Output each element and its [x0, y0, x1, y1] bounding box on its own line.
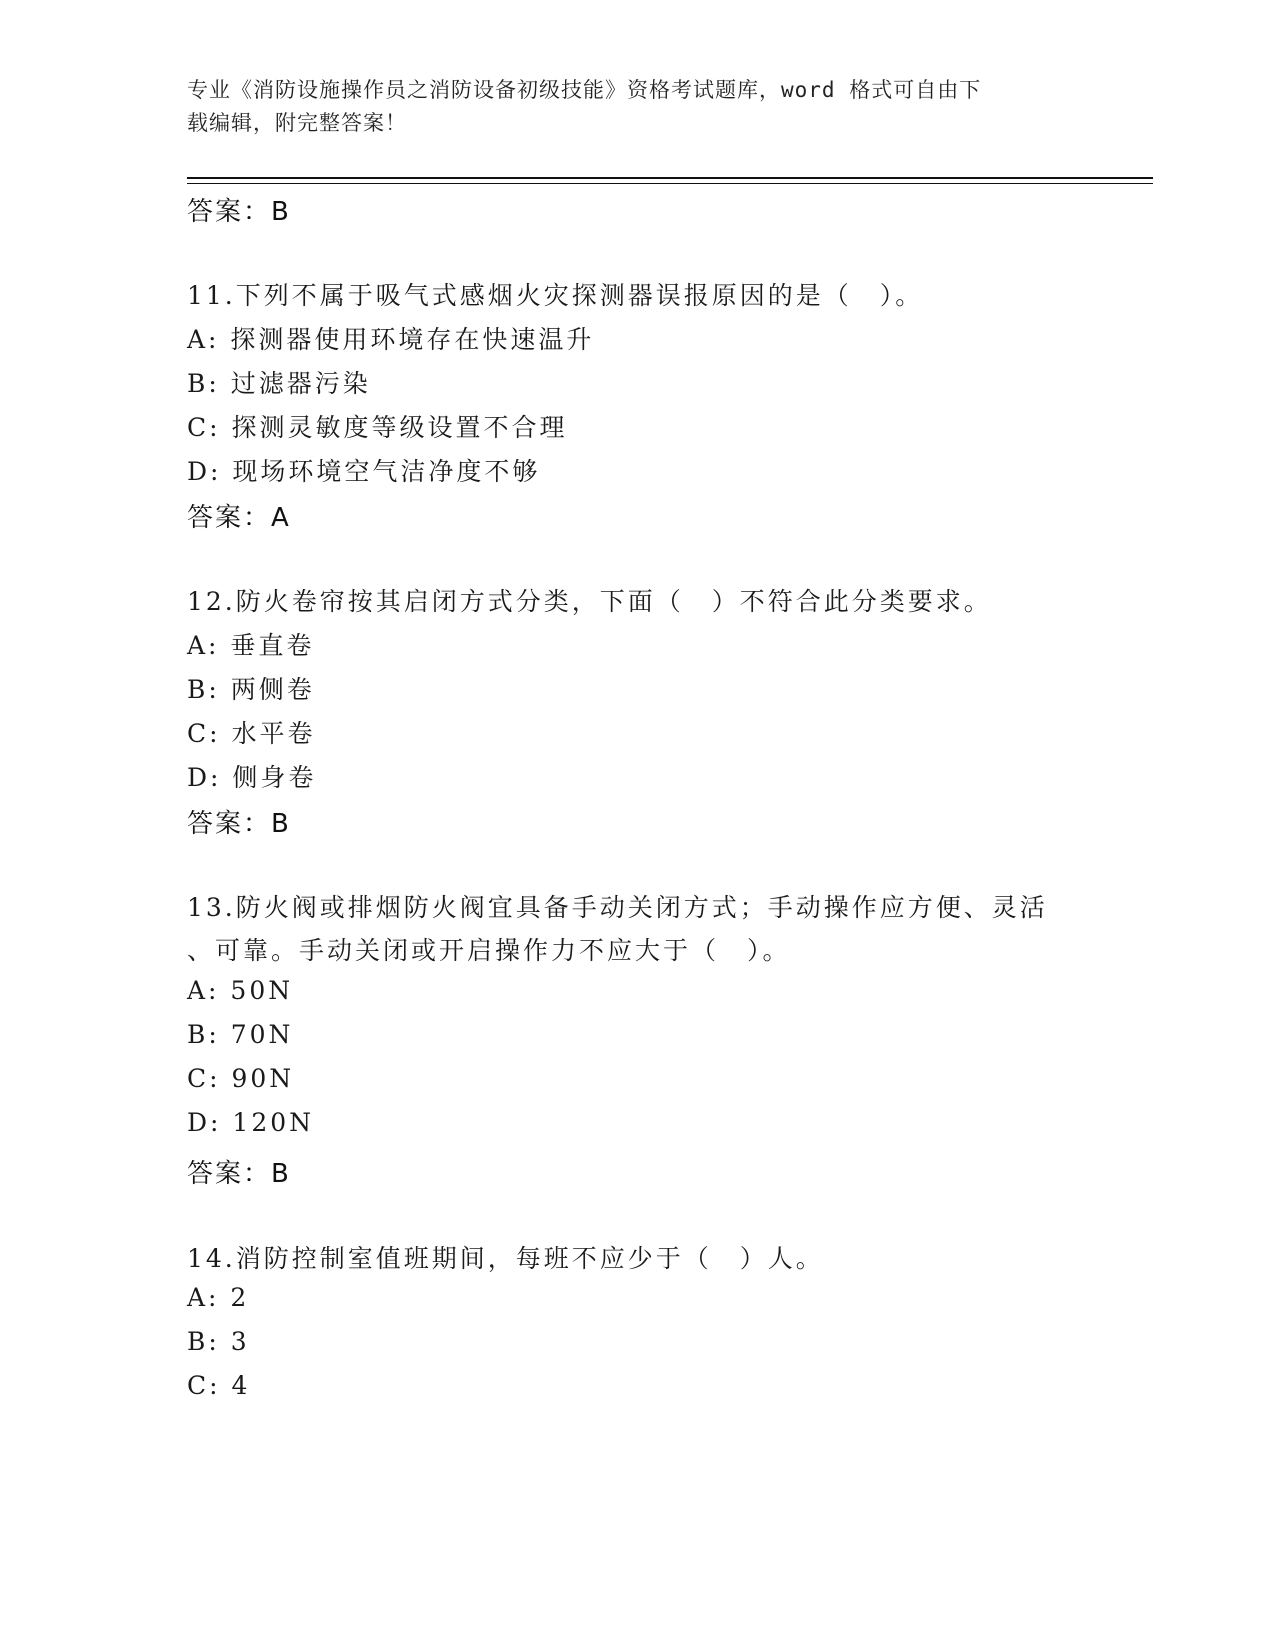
- question-12-stem: 12.防火卷帘按其启闭方式分类，下面（ ）不符合此分类要求。: [187, 587, 992, 616]
- question-11-option-a: A: 探测器使用环境存在快速温升: [187, 325, 595, 354]
- question-13-option-b: B: 70N: [187, 1020, 294, 1049]
- question-14-option-b: B: 3: [187, 1327, 250, 1356]
- question-11-option-d: D: 现场环境空气洁净度不够: [187, 457, 541, 486]
- question-13-option-c: C: 90N: [187, 1064, 295, 1093]
- question-13-option-a: A: 50N: [187, 976, 294, 1005]
- document-header: [187, 74, 1067, 140]
- header-divider-thick: [187, 177, 1153, 179]
- question-14-option-a: A: 2: [187, 1283, 250, 1312]
- question-11-option-c: C: 探测灵敏度等级设置不合理: [187, 413, 568, 442]
- question-13-stem-continued: 、可靠。手动关闭或开启操作力不应大于（ ）。: [187, 936, 791, 965]
- question-13-answer: 答案：B: [187, 1159, 291, 1189]
- question-14-option-c: C: 4: [187, 1371, 251, 1400]
- question-11-option-b: B: 过滤器污染: [187, 369, 371, 398]
- header-line-2: 载编辑，附完整答案！: [187, 111, 407, 135]
- question-12-answer: 答案：B: [187, 809, 291, 839]
- question-11-answer: 答案：A: [187, 503, 291, 533]
- question-12-option-c: C: 水平卷: [187, 719, 316, 748]
- question-12-option-b: B: 两侧卷: [187, 675, 315, 704]
- question-11-stem: 11.下列不属于吸气式感烟火灾探测器误报原因的是（ ）。: [187, 281, 924, 310]
- header-line-1: 专业《消防设施操作员之消防设备初级技能》资格考试题库，word 格式可自由下: [187, 78, 982, 102]
- question-13-option-d: D: 120N: [187, 1108, 315, 1137]
- question-14-stem: 14.消防控制室值班期间，每班不应少于（ ）人。: [187, 1244, 824, 1273]
- answer-previous: 答案：B: [187, 197, 291, 227]
- question-12-option-a: A: 垂直卷: [187, 631, 315, 660]
- header-divider-thin: [187, 183, 1153, 184]
- question-13-stem: 13.防火阀或排烟防火阀宜具备手动关闭方式；手动操作应方便、灵活: [187, 893, 1048, 922]
- question-12-option-d: D: 侧身卷: [187, 763, 317, 792]
